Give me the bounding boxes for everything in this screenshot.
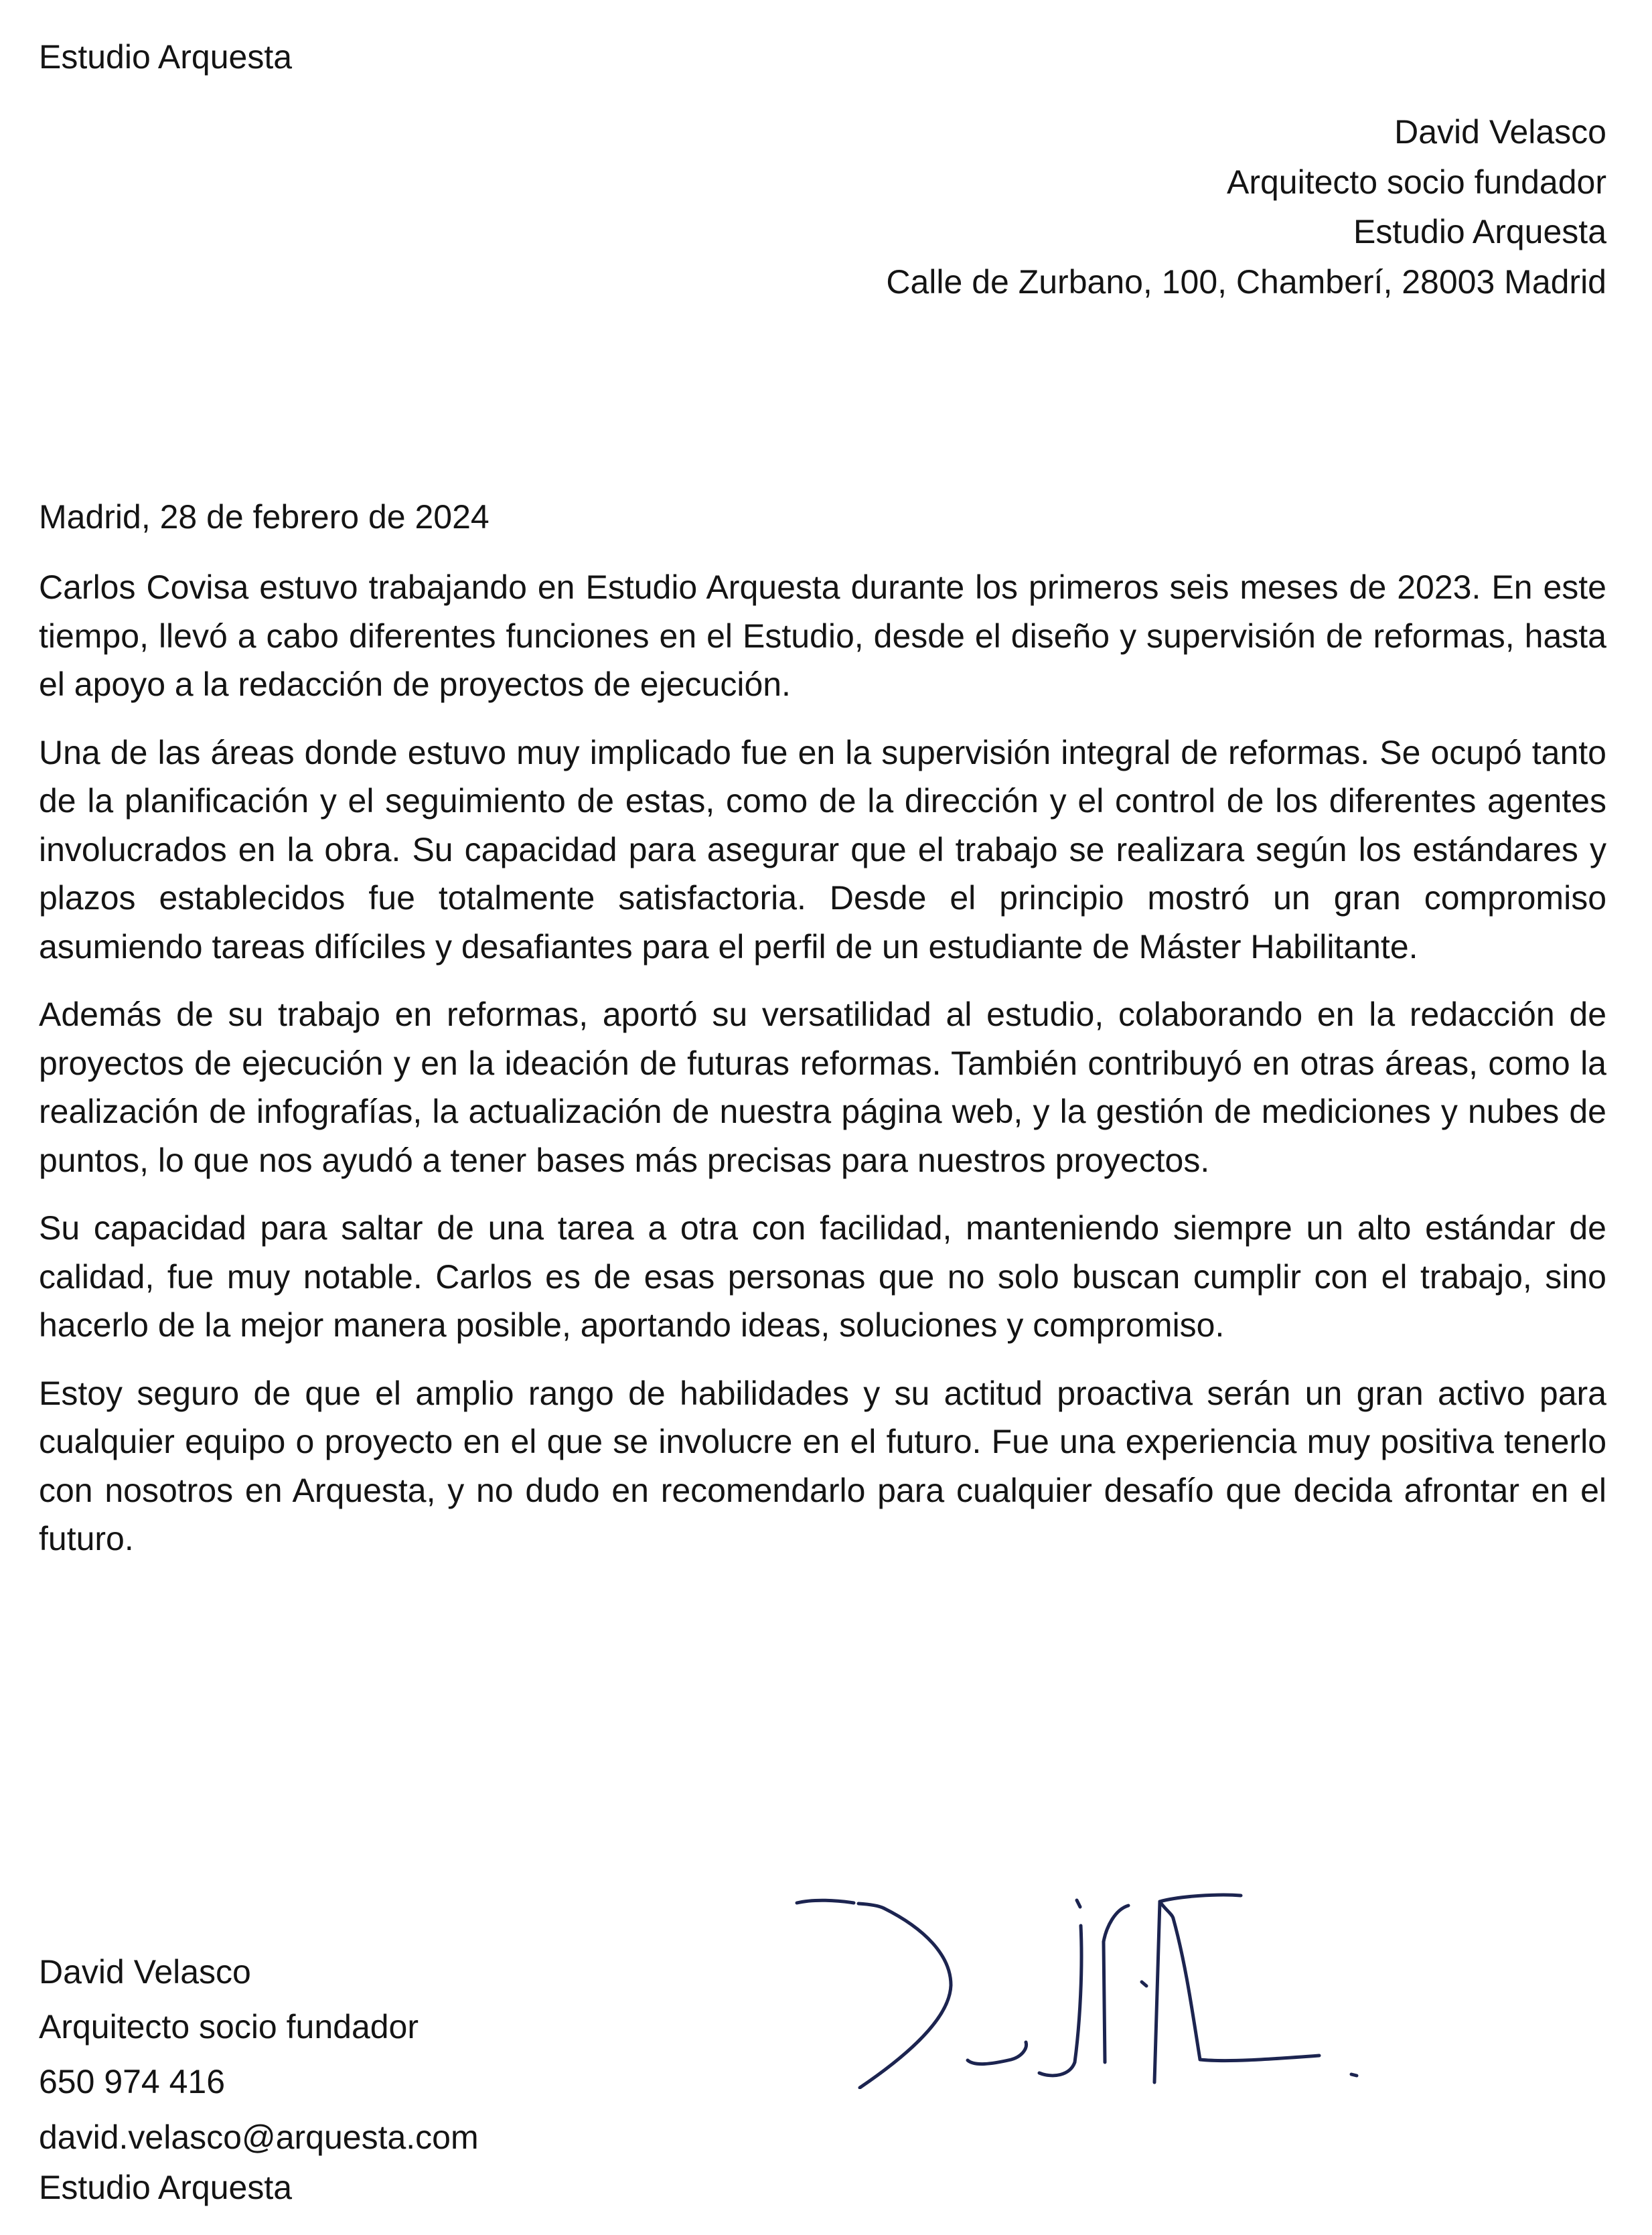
- sender-address-block: [886, 107, 1606, 307]
- sender-title: Arquitecto socio fundador: [1226, 163, 1606, 201]
- sender-company: Estudio Arquesta: [1353, 213, 1606, 250]
- letter-date: Madrid, 28 de febrero de 2024: [39, 498, 490, 536]
- closing-name: David Velasco: [39, 1953, 251, 1991]
- body-paragraph: Estoy seguro de que el amplio rango de habilidades y su actitud proactiva serán un gran activo para cualquier equipo o proyecto en el que se involucre en el futuro. Fue una experiencia muy positiva tenerlo con nosotros en Arquesta, y no dudo en recomendarlo para cualquier desafío que decida afrontar en el futuro.: [39, 1374, 1606, 1557]
- closing-email: david.velasco@arquesta.com: [39, 2118, 479, 2156]
- body-paragraph: Además de su trabajo en reformas, aportó su versatilidad al estudio, colaborando en la redacción de proyectos de ejecución y en la ideación de futuras reformas. También contribuyó en otras áreas, como la realización de infografías, la actualización de nuestra página web, y la gestión de mediciones y nubes de puntos, lo que nos ayudó a tener bases más precisas para nuestros proyectos.: [39, 996, 1606, 1179]
- sender-name: David Velasco: [1394, 113, 1606, 151]
- sender-address: Calle de Zurbano, 100, Chamberí, 28003 Madrid: [886, 262, 1606, 301]
- body-paragraph: Carlos Covisa estuvo trabajando en Estudio Arquesta durante los primeros seis meses de 2023. En este tiempo, llevó a cabo diferentes funciones en el Estudio, desde el diseño y supervisión de reformas, hasta el apoyo a la redacción de proyectos de ejecución.: [39, 568, 1606, 703]
- closing-company: Estudio Arquesta: [39, 2169, 293, 2206]
- body-paragraph: Una de las áreas donde estuvo muy implicado fue en la supervisión integral de reformas. Se ocupó tanto de la planificación y el seguimiento de estas, como de la dirección y el control de los diferentes agentes involucrados en la obra. Su capacidad para asegurar que el trabajo se realizara según los estándares y plazos establecidos fue totalmente satisfactoria. Desde el principio mostró un gran compromiso asumiendo tareas difíciles y desafiantes para el perfil de un estudiante de Máster Habilitante.: [39, 733, 1606, 966]
- body-paragraph: Su capacidad para saltar de una tarea a otra con facilidad, manteniendo siempre un alto estándar de calidad, fue muy notable. Carlos es de esas personas que no solo buscan cumplir con el trabajo, sino hacerlo de la mejor manera posible, aportando ideas, soluciones y compromiso.: [39, 1209, 1606, 1344]
- letter-body: [39, 563, 1606, 1583]
- handwritten-signature: [790, 1861, 1426, 2089]
- letterhead-company: Estudio Arquesta: [39, 38, 293, 76]
- closing-block: [39, 1944, 479, 2210]
- closing-title: Arquitecto socio fundador: [39, 2008, 419, 2046]
- closing-phone: 650 974 416: [39, 2063, 226, 2100]
